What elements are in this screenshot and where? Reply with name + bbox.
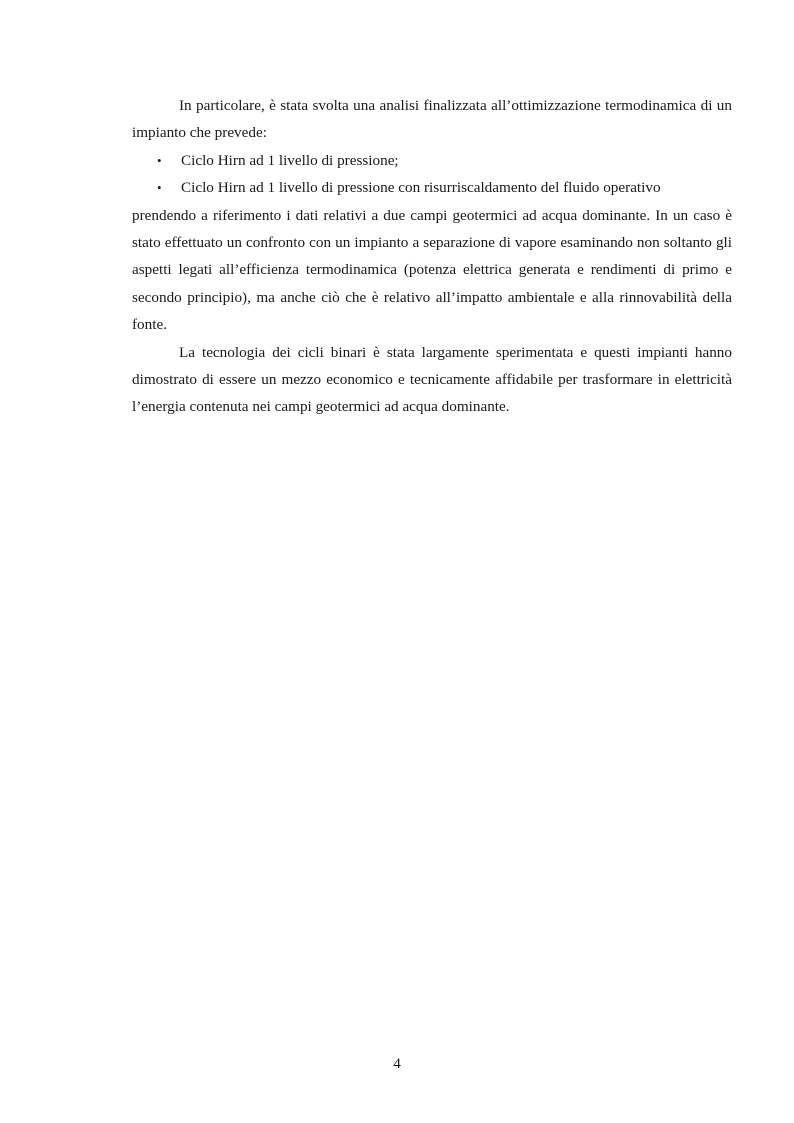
page-number: 4 xyxy=(393,1055,401,1072)
paragraph-closing: La tecnologia dei cicli binari è stata largamente sperimentata e questi impianti hanno dimostrato di essere un mezzo economico e tecnicamente affidabile per trasformare in elettricità l’energia contenuta nei campi geotermici ad acqua dominante. xyxy=(132,343,732,416)
list-item xyxy=(132,174,732,201)
bullet-list xyxy=(132,147,732,202)
paragraph-intro: In particolare, è stata svolta una analisi finalizzata all’ottimizzazione termodinamica di un impianto che prevede: xyxy=(132,97,732,142)
bullet-icon: • xyxy=(157,152,162,168)
bullet-text: Ciclo Hirn ad 1 livello di pressione con risurriscaldamento del fluido operativo xyxy=(181,179,661,197)
body-text xyxy=(132,92,732,421)
bullet-text: Ciclo Hirn ad 1 livello di pressione; xyxy=(181,151,399,169)
list-item xyxy=(132,147,732,174)
paragraph-continuation: prendendo a riferimento i dati relativi a due campi geotermici ad acqua dominante. In un caso è stato effettuato un confronto con un impianto a separazione di vapore esaminando non soltanto gli aspetti legati all’efficienza termodinamica (potenza elettrica generata e rendimenti di primo e secondo principio), ma anche ciò che è relativo all’impatto ambientale e alla rinnovabilità della fonte. xyxy=(132,206,732,334)
bullet-icon: • xyxy=(157,180,162,196)
